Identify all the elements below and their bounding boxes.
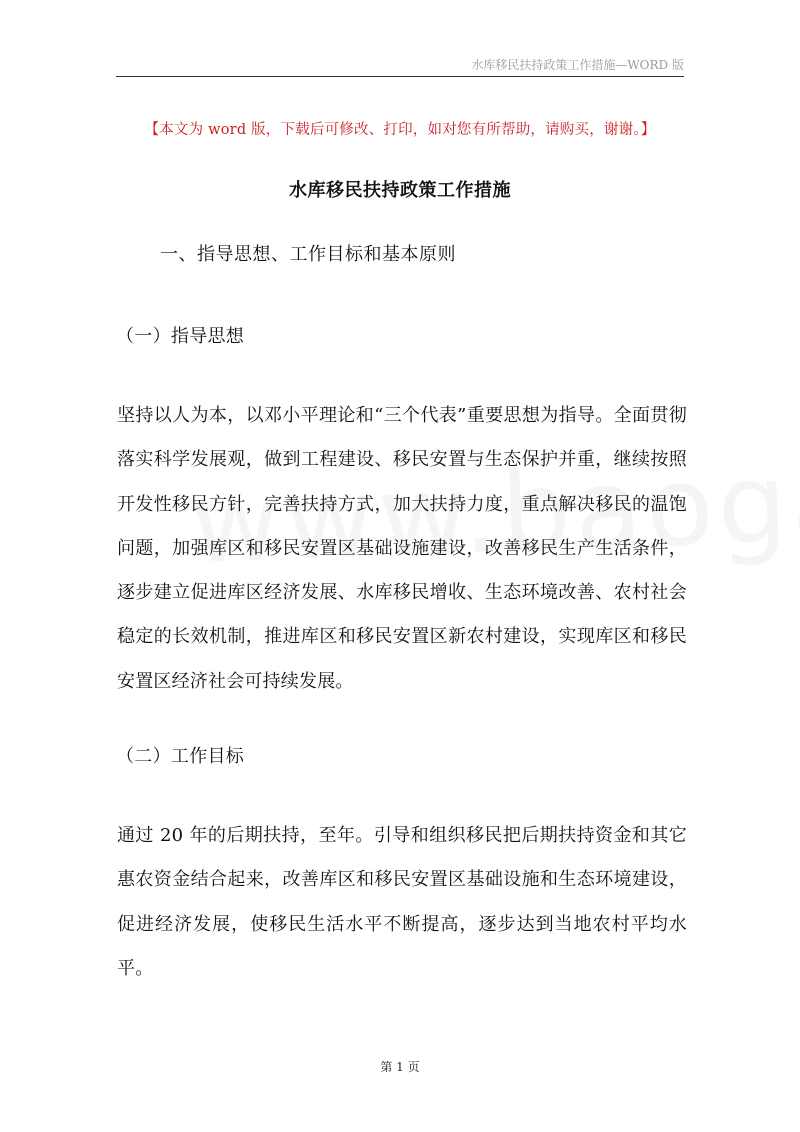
subsection-heading-guiding-ideology: （一）指导思想: [116, 326, 245, 347]
subsection-heading-work-goals: （二）工作目标: [116, 746, 245, 767]
document-title: 水库移民扶持政策工作措施: [289, 180, 511, 201]
purchase-notice: 【本文为 word 版，下载后可修改、打印，如对您有所帮助，请购买，谢谢。】: [144, 122, 656, 138]
page-number: 第 1 页: [380, 1060, 420, 1074]
page-header: [0, 56, 800, 72]
section-heading: 一、指导思想、工作目标和基本原则: [160, 244, 456, 265]
header-title: 水库移民扶持政策工作措施—WORD 版: [471, 58, 684, 72]
header-rule: [116, 76, 684, 77]
paragraph-work-goals: 通过 20 年的后期扶持，至年。引导和组织移民把后期扶持资金和其它惠农资金结合起来，改善库区和移民安置区基础设施和生态环境建设，促进经济发展，使移民生活水平不断提高，逐步达到当地农村平均水平。: [117, 825, 687, 979]
paragraph-guiding-ideology: 坚持以人为本，以邓小平理论和“三个代表”重要思想为指导。全面贯彻落实科学发展观，做到工程建设、移民安置与生态保护并重，继续按照开发性移民方针，完善扶持方式，加大扶持力度，重点解决移民的温饱问题，加强库区和移民安置区基础设施建设，改善移民生产生活条件，逐步建立促进库区经济发展、水库移民增收、生态环境改善、农村社会稳定的长效机制，推进库区和移民安置区新农村建设，实现库区和移民安置区经济社会可持续发展。: [117, 405, 687, 692]
